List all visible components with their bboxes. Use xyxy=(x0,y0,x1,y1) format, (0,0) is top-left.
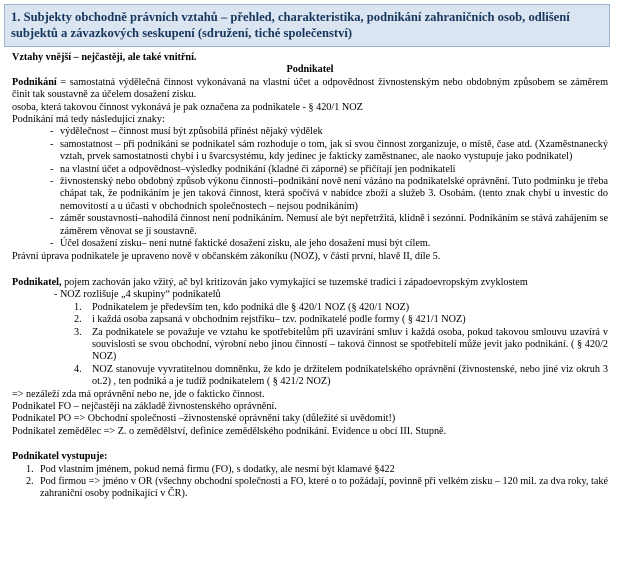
note-line: => nezáleží zda má oprávnění nebo ne, jde o fakticko činnost. xyxy=(12,388,265,400)
note-line: Podnikatel FO – nejčastěji na základě živnostenského oprávnění. xyxy=(12,400,277,412)
signs-intro: Podnikání má tedy následující znaky: xyxy=(12,114,165,126)
list-item: 1. Podnikatelem je především ten, kdo podniká dle § 420/1 NOZ (§ 420/1 NOZ) xyxy=(74,301,410,313)
vystupuje-list xyxy=(12,464,608,501)
groups-list xyxy=(12,302,608,389)
intro-line: Vztahy vnější – nejčastěji, ale také vnitřní. xyxy=(12,52,197,63)
list-item: - samostatnost – při podnikání se podnikatel sám rozhoduje o tom, jak si svou činnost zorganizuje, o místě, čase atd. (Xzaměstnanecký vztah, prvek samostatnosti chybí i u švarcsystému, kdy jedinec je fakticky zaměstnanec, ale naoko vystupuje jako podnikatel) xyxy=(50,138,608,163)
list-item: - výdělečnost – činnost musí být způsobilá přinést nějaký výdělek xyxy=(50,126,323,138)
note-line: Podnikatel PO => Obchodní společnosti –živnostenské oprávnění taky (důležité si uvědomit!) xyxy=(12,413,396,425)
list-item: 2. Pod firmou => jméno v OR (všechny obchodní společnosti a FO, které o to požádají, povinně při velkém zisku – 120 mil. za dva roky, také zahraniční osoby podnikající v ČR). xyxy=(26,476,608,500)
noz-intro: - NOZ rozlišuje „4 skupiny“ podnikatelů xyxy=(54,289,221,301)
list-item: 4. NOZ stanovuje vyvratitelnou domněnku, že kdo je držitelem podnikatelského oprávnění (živnostenské, nebo jiné viz okruh 3 ot.2) , ten podniká a je tudíž podnikatelem ( § 421/2 NOZ) xyxy=(74,363,608,388)
list-item: - Účel dosažení zisku– není nutné faktické dosažení zisku, ale jeho dosažení musí být cílem. xyxy=(50,238,431,250)
document-body xyxy=(12,52,608,501)
definition-paragraph xyxy=(12,77,608,102)
section-title: Podnikatel xyxy=(286,64,334,76)
signs-list xyxy=(12,126,608,250)
list-item: 1. Pod vlastním jménem, pokud nemá firmu (FO), s dodatky, ale nesmí být klamavé §422 xyxy=(26,463,395,475)
definition-term: Podnikání xyxy=(12,76,57,88)
vystupuje-title: Podnikatel vystupuje: xyxy=(12,451,108,463)
list-item: - živnostenský nebo obdobný způsob výkonu činnosti–podnikání nově není vázáno na podnikatelské oprávnění. Tuto podmínku je třeba chápat tak, že podnikáním je jen taková činnost, která spočívá v nabídce zboží a služeb 3. Osobám. (tento znak chybí u investic do nemovitostí a u účasti v obchodních společnostech – nejsou podnikáním) xyxy=(50,176,608,212)
list-item: 3. Za podnikatele se považuje ve vztahu ke spotřebitelům při uzavírání smluv i každá osoba, pokud takovou smlouvu uzavírá v souvislosti se svou obchodní, výrobní nebo jinou činností – taková činnost se spotřebitelí může jevit jako podnikání. ( § 420/2 NOZ) xyxy=(74,326,608,363)
list-item: - záměr soustavnosti–nahodilá činnost není podnikáním. Nemusí ale být nepřetržitá, klidně i sezónní. Podnikáním se stává zahájením se záměrem věnovat se jí soustavně. xyxy=(50,213,609,237)
definition-text: = samostatná výdělečná činnost vykonávaná na vlastní účet a odpovědnost živnostenským nebo obdobným způsobem se záměrem činit tak soustavně za účelem dosažení zisku. xyxy=(12,76,608,101)
list-item: - na vlastní účet a odpovědnost–výsledky podnikání (kladné či záporné) se přičítají jen podnikateli xyxy=(50,163,456,175)
list-item: 2. i každá osoba zapsaná v obchodním rejstříku– tzv. podnikatelé podle formy ( § 421/1 NOZ) xyxy=(74,314,466,326)
podnikatel-term: Podnikatel, xyxy=(12,276,62,288)
note-line: Podnikatel zemědělec => Z. o zemědělství, definice zemědělského podnikání. Evidence u obcí III. Stupně. xyxy=(12,425,447,437)
legal-basis: Právní úprava podnikatele je upraveno nově v občanském zákoníku (NOZ), v části první, hlavě II, díle 5. xyxy=(12,250,441,262)
section-heading: 1. Subjekty obchodně právních vztahů – přehled, charakteristika, podnikání zahraničních osob, odlišení subjektů a závazkových seskupení (sdružení, tiché společenství) xyxy=(4,4,610,47)
podnikatel-text: pojem zachován jako vžitý, ač byl kritizován jako vymykající se tuzemské tradici i západoevropským zvyklostem xyxy=(61,276,528,288)
podnikatel-paragraph xyxy=(12,277,608,289)
osoba-line: osoba, která takovou činnost vykonává je pak označena za podnikatele - § 420/1 NOZ xyxy=(12,101,363,113)
